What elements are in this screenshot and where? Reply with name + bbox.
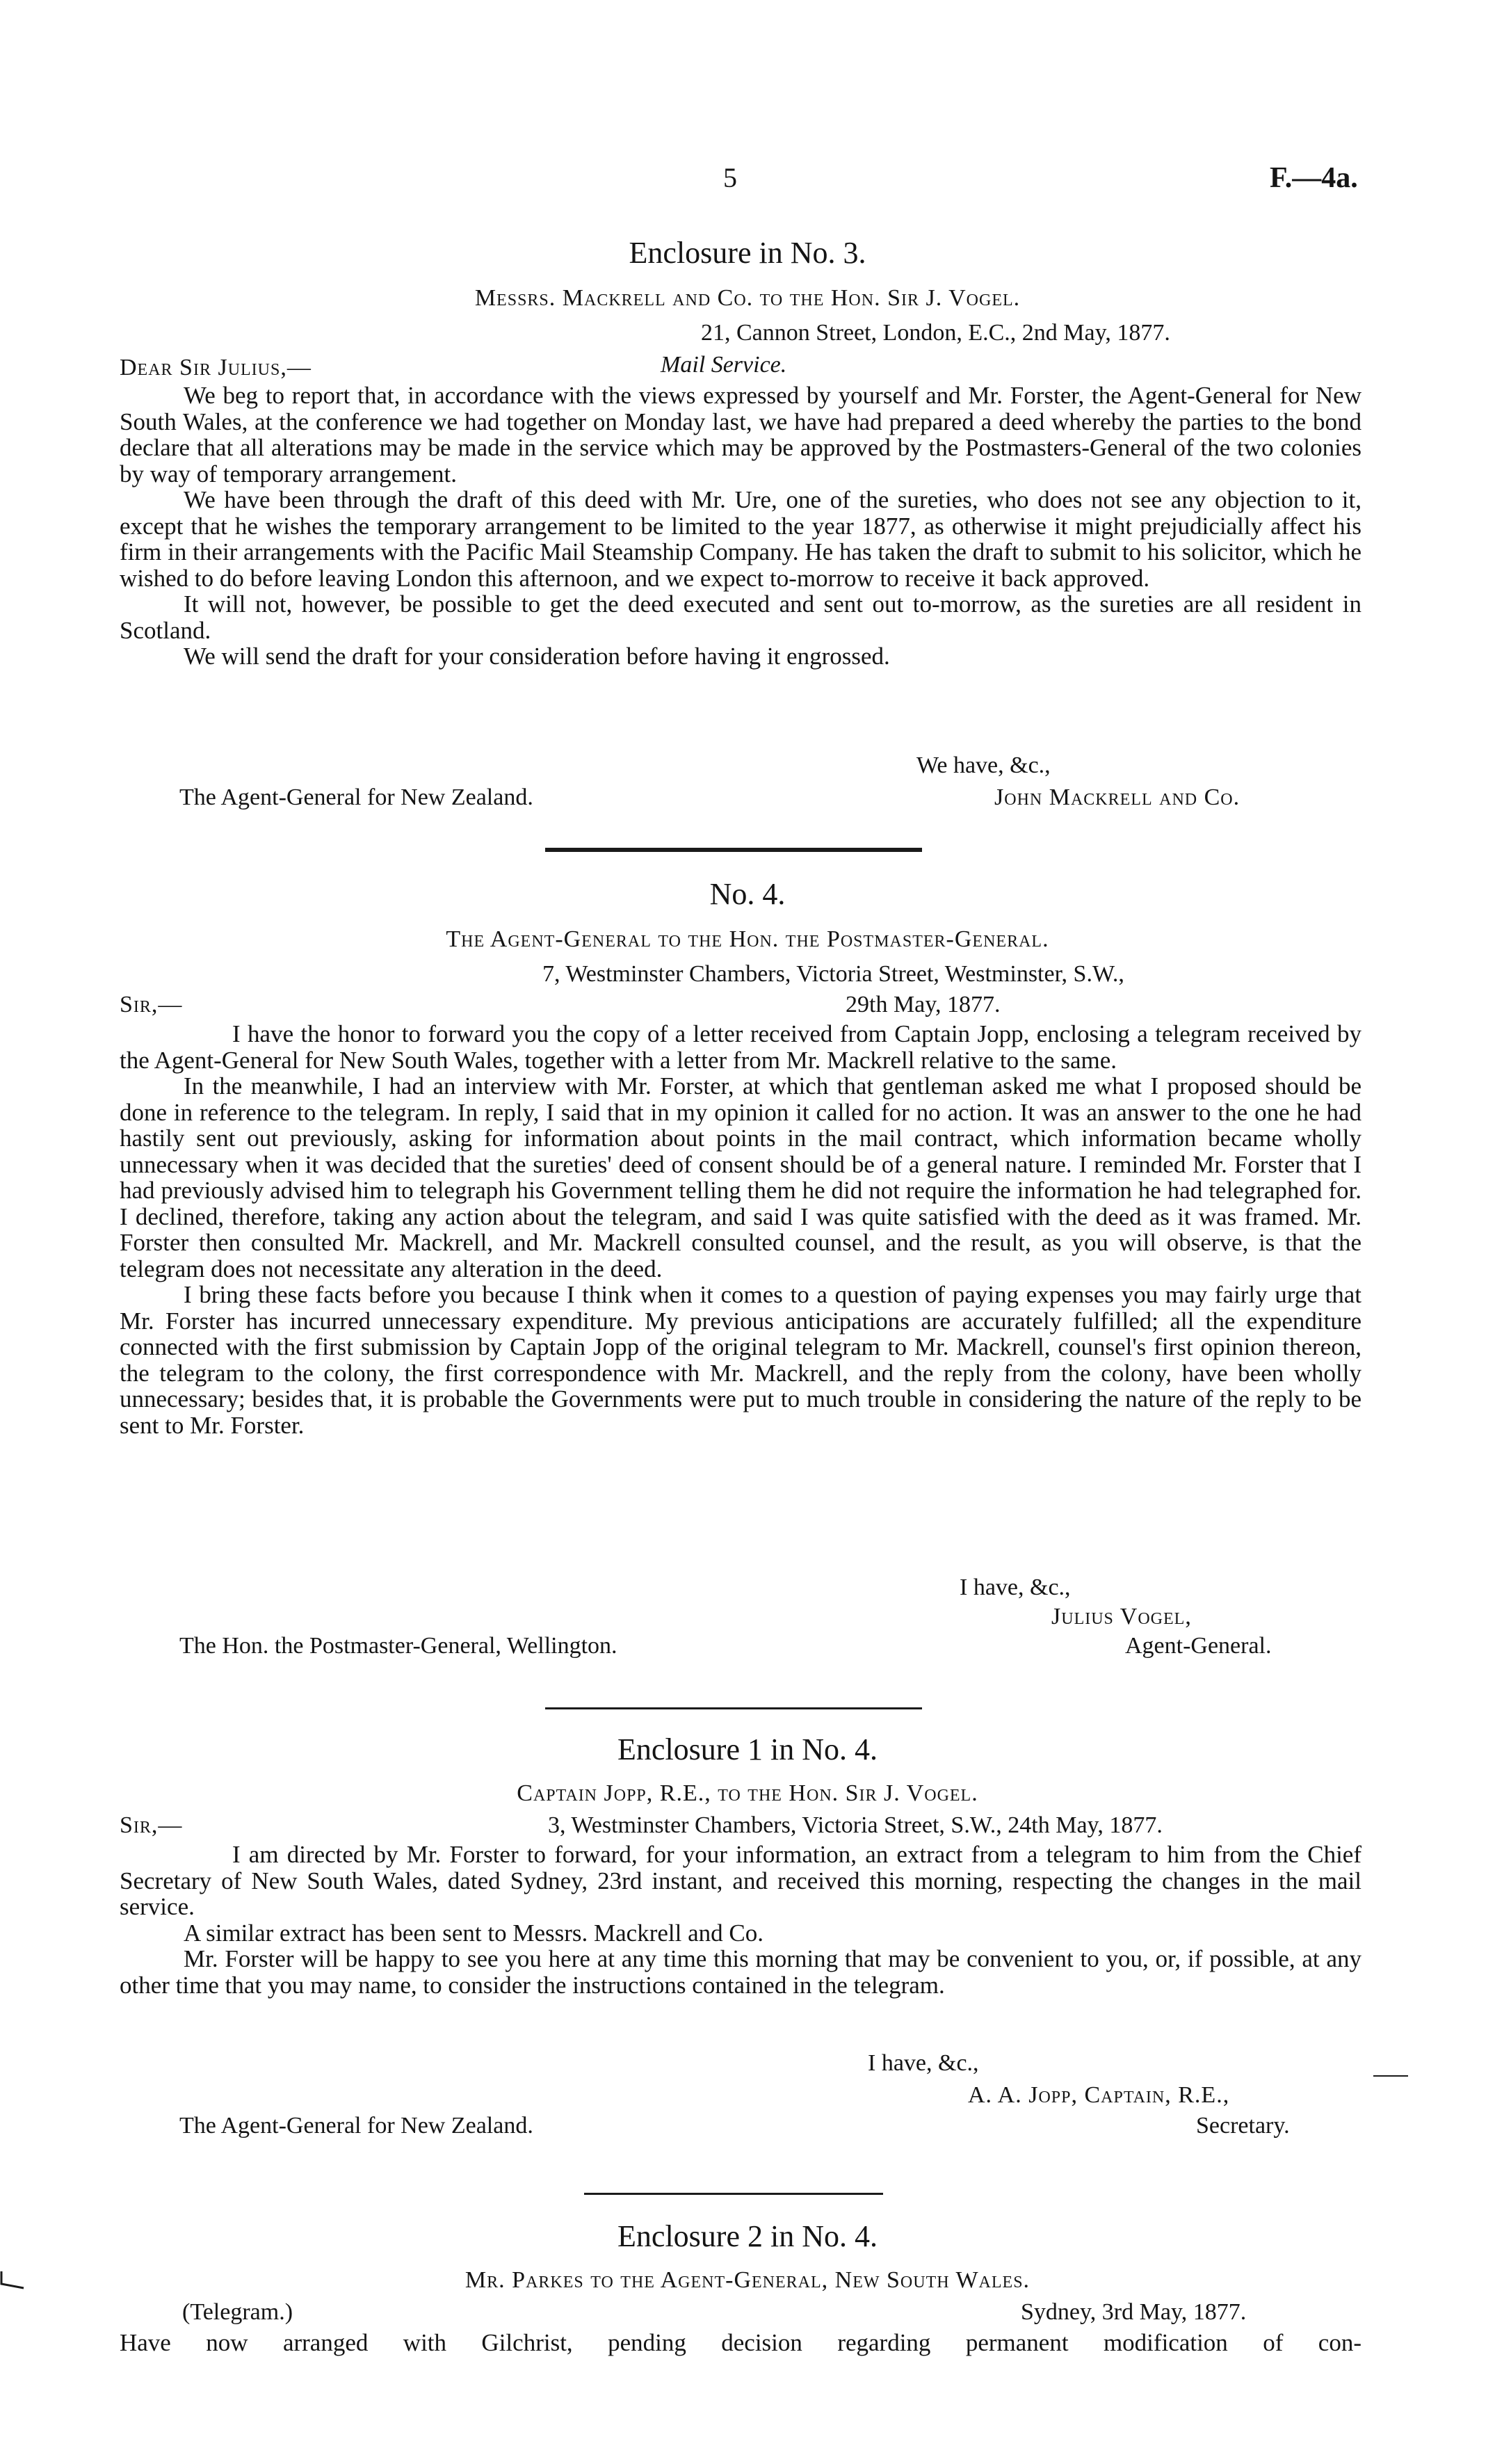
- paragraph: Mr. Forster will be happy to see you here at any time this morning that may be convenient to you, or, if possible, at any other time that you may name, to consider the instructions contained in the telegram.: [120, 1945, 1361, 1999]
- section-divider: [584, 2193, 883, 2195]
- paragraph: I have the honor to forward you the copy of a letter received from Captain Jopp, enclosing a telegram received by the Agent-General for New South Wales, together with a letter from Mr. Mackrell relative to the same.: [120, 1020, 1361, 1074]
- addressee: The Hon. the Postmaster-General, Wellington.: [179, 1633, 617, 1659]
- address: 7, Westminster Chambers, Victoria Street, Westminster, S.W.,: [542, 961, 1124, 987]
- signature: A. A. Jopp, Captain, R.E.,: [968, 2082, 1230, 2108]
- margin-mark: [1373, 2075, 1408, 2077]
- letter-body: [120, 383, 1361, 670]
- section-divider: [545, 1707, 922, 1709]
- closing: I have, &c.,: [868, 2050, 979, 2076]
- telegram-body: [120, 2330, 1361, 2356]
- telegram-note: (Telegram.): [182, 2299, 293, 2325]
- paragraph: We beg to report that, in accordance with the views expressed by yourself and Mr. Forster, the Agent-General for New South Wales, at the conference we had together on Monday last, we have had prepared a deed whereby the parties to the bond declare that all alterations may be made in the service which may be approved by the Postmasters-General of the two colonies by way of temporary arrangement.: [120, 382, 1361, 488]
- document-reference: F.—4a.: [1270, 162, 1358, 194]
- margin-tick-icon: [0, 2267, 28, 2295]
- from-to-line: Messrs. Mackrell and Co. to the Hon. Sir J. Vogel.: [474, 285, 1021, 311]
- paragraph: I bring these facts before you because I think when it comes to a question of paying expenses you may fairly urge that Mr. Forster has incurred unnecessary expenditure. My previous anticipations are accurately fulfilled; all the expenditure connected with the first submission by Captain Jopp of the original telegram to Mr. Mackrell, counsel's first opinion thereon, the telegram to the colony, the first correspondence with Mr. Mackrell, and the reply from the colony, have been wholly unnecessary; besides that, it is probable the Governments were put to much trouble in considering the nature of the reply to be sent to Mr. Forster.: [120, 1281, 1361, 1439]
- letter-body: [120, 1842, 1361, 1998]
- from-to-line: The Agent-General to the Hon. the Postmaster-General.: [446, 926, 1049, 952]
- from-to-line: Captain Jopp, R.E., to the Hon. Sir J. Vogel.: [517, 1780, 978, 1806]
- address-date: 3, Westminster Chambers, Victoria Street, S.W., 24th May, 1877.: [548, 1812, 1163, 1838]
- signature-title: Agent-General.: [1125, 1633, 1272, 1659]
- section-title-no4: No. 4.: [709, 877, 786, 911]
- paragraph: In the meanwhile, I had an interview with Mr. Forster, at which that gentleman asked me what I proposed should be done in reference to the telegram. In reply, I said that in my opinion it called for no action. It was an answer to the one he had hastily sent out previously, asking for information about points in the mail contract, which information became wholly unnecessary when it was decided that the sureties' deed of consent should be of a general nature. I reminded Mr. Forster that I had previously advised him to telegraph his Government telling them he did not require the information he had telegraphed for. I declined, therefore, taking any action about the telegram, and said I was quite satisfied with the deed as it was framed. Mr. Forster then consulted Mr. Mackrell, and Mr. Mackrell consulted counsel, and the result, as you will observe, is that the telegram does not necessitate any alteration in the deed.: [120, 1072, 1361, 1282]
- section-title-enclosure-no3: Enclosure in No. 3.: [629, 236, 866, 270]
- paragraph: I am directed by Mr. Forster to forward, for your information, an extract from a telegram to him from the Chief Secretary of New South Wales, dated Sydney, 23rd instant, and received this morning, respecting the changes in the mail service.: [120, 1841, 1361, 1920]
- letter-date: 29th May, 1877.: [846, 992, 1001, 1017]
- paragraph: [120, 2330, 1361, 2356]
- section-title-enclosure2-no4: Enclosure 2 in No. 4.: [617, 2219, 878, 2253]
- section-divider: [545, 848, 922, 852]
- letter-body: [120, 1021, 1361, 1438]
- signature-title: Secretary.: [1196, 2113, 1290, 2139]
- addressee: The Agent-General for New Zealand.: [179, 784, 533, 810]
- salutation: Sir,—: [120, 992, 183, 1017]
- closing: I have, &c.,: [960, 1575, 1071, 1600]
- address-date: 21, Cannon Street, London, E.C., 2nd May, 1877.: [701, 320, 1170, 346]
- telegram-date: Sydney, 3rd May, 1877.: [1021, 2299, 1247, 2325]
- section-title-enclosure1-no4: Enclosure 1 in No. 4.: [617, 1732, 878, 1766]
- telegram-text: Have now arranged with Gilchrist, pending decision regarding permanent modification of con-: [120, 2329, 1361, 2356]
- paragraph: It will not, however, be possible to get the deed executed and sent out to-morrow, as the sureties are all resident in Scotland.: [120, 590, 1361, 644]
- signature: Julius Vogel,: [1051, 1604, 1192, 1629]
- page-number: 5: [723, 162, 737, 193]
- from-to-line: Mr. Parkes to the Agent-General, New South Wales.: [464, 2267, 1031, 2293]
- closing: We have, &c.,: [916, 752, 1051, 778]
- addressee: The Agent-General for New Zealand.: [179, 2113, 533, 2139]
- paragraph: A similar extract has been sent to Messrs. Mackrell and Co.: [184, 1919, 763, 1947]
- paragraph: We will send the draft for your consideration before having it engrossed.: [184, 643, 890, 670]
- signature: John Mackrell and Co.: [994, 784, 1241, 810]
- salutation: Sir,—: [120, 1812, 183, 1838]
- subject-line: Mail Service.: [661, 352, 787, 378]
- paragraph: We have been through the draft of this deed with Mr. Ure, one of the sureties, who does not see any objection to it, except that he wishes the temporary arrangement to be limited to the year 1877, as otherwise it might prejudicially affect his firm in their arrangements with the Pacific Mail Steamship Company. He has taken the draft to submit to his solicitor, which he wished to do before leaving London this afternoon, and we expect to-morrow to receive it back approved.: [120, 486, 1361, 592]
- salutation: Dear Sir Julius,—: [120, 355, 312, 380]
